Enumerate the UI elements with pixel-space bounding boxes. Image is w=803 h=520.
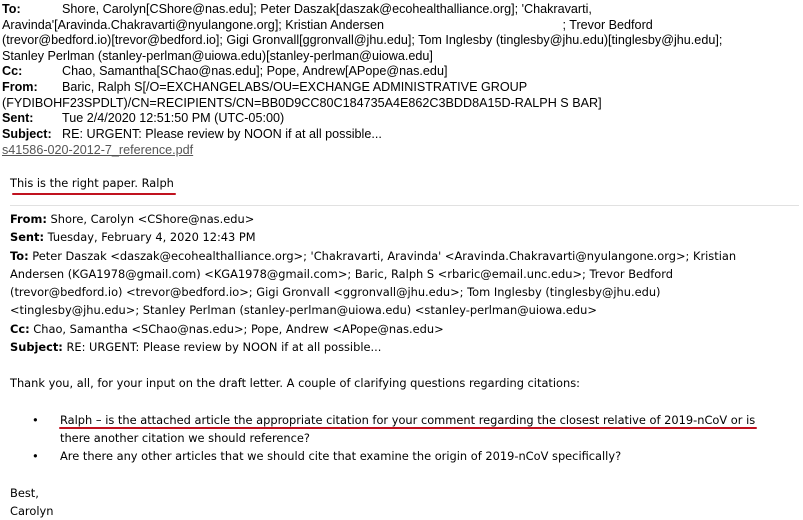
to-row bbox=[2, 2, 800, 18]
fw-sent-value: Tuesday, February 4, 2020 12:43 PM bbox=[47, 230, 256, 245]
subject-value: RE: URGENT: Please review by NOON if at all possible... bbox=[62, 126, 382, 141]
question-list bbox=[10, 411, 802, 466]
subject-row bbox=[2, 127, 800, 143]
from-label: From: bbox=[2, 79, 38, 94]
reply-body bbox=[10, 174, 800, 192]
to-label: To: bbox=[2, 2, 21, 16]
spacer bbox=[10, 393, 802, 411]
fw-to-line-2: Andersen (KGA1978@gmail.com) <KGA1978@gmail.com>; Baric, Ralph S <rbaric@email.unc.edu>; Trevor Bedford bbox=[10, 266, 673, 281]
to-value-line-1: Shore, Carolyn[CShore@nas.edu]; Peter Daszak[daszak@ecohealthalliance.org]; 'Chakravarti, bbox=[62, 2, 592, 16]
cc-row bbox=[2, 64, 800, 80]
red-underline bbox=[59, 427, 757, 429]
to-value-line-4: Stanley Perlman (stanley-perlman@uiowa.edu)[stanley-perlman@uiowa.edu] bbox=[2, 48, 433, 63]
fw-from-row bbox=[10, 210, 802, 228]
reply-text: This is the right paper. Ralph bbox=[10, 176, 174, 190]
divider bbox=[10, 205, 799, 206]
reply-text-wrap bbox=[10, 174, 174, 192]
fw-to-label: To: bbox=[10, 248, 29, 263]
from-value-line-2: (FYDIBOHF23SPDLT)/CN=RECIPIENTS/CN=BB0D9CC80C184735A4E862C3BDD8A15D-RALPH S BAR] bbox=[2, 95, 602, 110]
attachment-link[interactable]: s41586-020-2012-7_reference.pdf bbox=[2, 143, 194, 157]
fw-to-line-3: (trevor@bedford.io) <trevor@bedford.io>; Gigi Gronvall <ggronvall@jhu.edu>; Tom Inglesby (tinglesby@jhu.edu) bbox=[10, 285, 661, 300]
bullet-2: Are there any other articles that we should cite that examine the origin of 2019-nCoV specifically? bbox=[60, 449, 622, 464]
cc-label: Cc: bbox=[2, 64, 23, 79]
to-value-line-2: Aravinda'[Aravinda.Chakravarti@nyulangone.org]; Kristian Andersen ; Trevor Bedford bbox=[2, 17, 653, 32]
fw-subject-value: RE: URGENT: Please review by NOON if at all possible... bbox=[66, 340, 382, 355]
fw-subject-label: Subject: bbox=[10, 340, 63, 355]
forwarded-message bbox=[10, 210, 802, 520]
fw-from-label: From: bbox=[10, 212, 47, 226]
fw-sent-label: Sent: bbox=[10, 230, 45, 245]
sent-label: Sent: bbox=[2, 111, 34, 126]
email-header bbox=[2, 2, 800, 142]
fw-to-row bbox=[10, 247, 802, 265]
subject-label: Subject: bbox=[2, 126, 52, 141]
closing: Best, bbox=[10, 485, 39, 500]
red-underline bbox=[12, 193, 176, 195]
spacer bbox=[10, 356, 802, 374]
sent-row bbox=[2, 111, 800, 127]
from-value-line-1: Baric, Ralph S[/O=EXCHANGELABS/OU=EXCHANGE ADMINISTRATIVE GROUP bbox=[62, 79, 528, 94]
sent-value: Tue 2/4/2020 12:51:50 PM (UTC-05:00) bbox=[62, 111, 285, 126]
list-item bbox=[10, 447, 802, 465]
fw-intro: Thank you, all, for your input on the draft letter. A couple of clarifying questions regarding citations: bbox=[10, 376, 581, 391]
to-value-line-3: (trevor@bedford.io)[trevor@bedford.io]; Gigi Gronvall[ggronvall@jhu.edu]; Tom Inglesby (tinglesby@jhu.edu)[tinglesby@jhu.edu]; bbox=[2, 33, 723, 48]
cc-value: Chao, Samantha[SChao@nas.edu]; Pope, Andrew[APope@nas.edu] bbox=[62, 64, 448, 79]
fw-cc-label: Cc: bbox=[10, 321, 30, 336]
fw-to-line-4: <tinglesby@jhu.edu>; Stanley Perlman (stanley-perlman@uiowa.edu) <stanley-perlman@uiowa.edu> bbox=[10, 303, 597, 318]
highlighted-question bbox=[60, 413, 755, 427]
fw-to-line-1: Peter Daszak <daszak@ecohealthalliance.org>; 'Chakravarti, Aravinda' <Aravinda.Chakravarti@nyulangone.org>; Kristian bbox=[32, 248, 737, 263]
spacer bbox=[10, 466, 802, 484]
fw-from-value: Shore, Carolyn <CShore@nas.edu> bbox=[50, 212, 255, 226]
bullet-1-line-2: there another citation we should reference? bbox=[60, 430, 310, 445]
list-item bbox=[10, 411, 802, 448]
fw-subject-row bbox=[10, 338, 802, 356]
fw-cc-value: Chao, Samantha <SChao@nas.edu>; Pope, Andrew <APope@nas.edu> bbox=[33, 321, 444, 336]
fw-cc-row bbox=[10, 320, 802, 338]
signature: Carolyn bbox=[10, 503, 54, 518]
from-row bbox=[2, 80, 800, 96]
fw-sent-row bbox=[10, 228, 802, 246]
bullet-1-line-1: Ralph – is the attached article the appropriate citation for your comment regarding the closest relative of 2019-nCoV or is bbox=[60, 412, 756, 427]
